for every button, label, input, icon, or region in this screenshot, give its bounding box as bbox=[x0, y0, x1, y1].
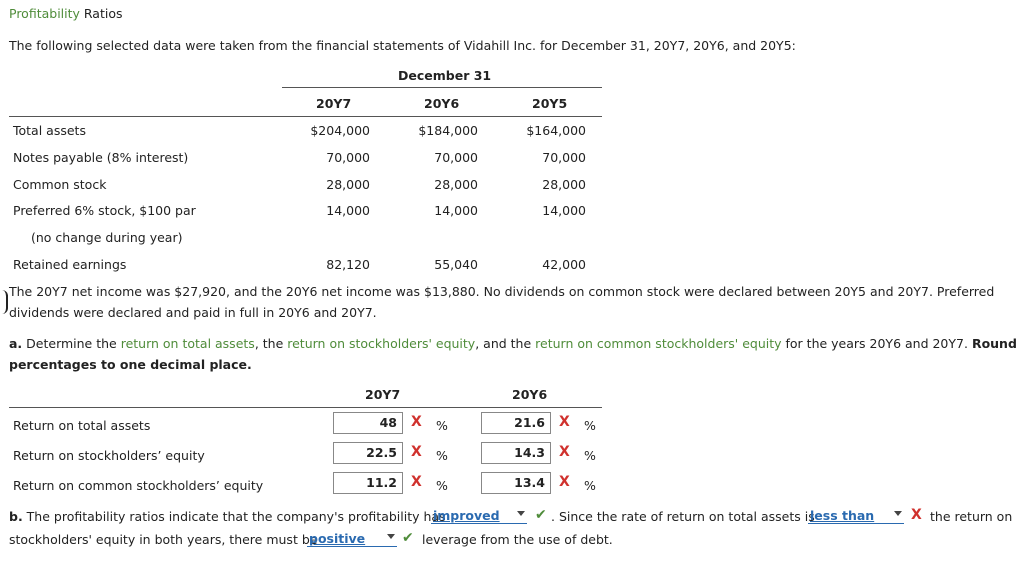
table1-cell: 82,120 bbox=[326, 257, 370, 272]
question-b-text: . Since the rate of return on total assets is bbox=[551, 509, 815, 524]
answer-input[interactable]: 21.6 bbox=[481, 412, 551, 434]
page-title bbox=[9, 6, 123, 21]
answer-input[interactable]: 13.4 bbox=[481, 472, 551, 494]
incorrect-icon: X bbox=[559, 414, 570, 430]
table1-cell: 14,000 bbox=[542, 203, 586, 218]
table2-row-label: Return on stockholders’ equity bbox=[13, 448, 205, 463]
table1-row-label: Notes payable (8% interest) bbox=[13, 150, 189, 165]
profitability-dropdown[interactable] bbox=[431, 508, 527, 524]
table2-row-label: Return on total assets bbox=[13, 418, 151, 433]
answer-input[interactable]: 11.2 bbox=[333, 472, 403, 494]
table1-cell: 28,000 bbox=[542, 177, 586, 192]
incorrect-icon: X bbox=[411, 444, 422, 460]
table1-cell: 70,000 bbox=[542, 150, 586, 165]
table2-header-rule bbox=[9, 407, 602, 408]
table1-cell: 70,000 bbox=[326, 150, 370, 165]
percent-label: % bbox=[436, 478, 448, 493]
link-return-on-stockholders-equity[interactable]: return on stockholders' equity bbox=[287, 336, 476, 351]
dropdown-value: positive bbox=[309, 531, 366, 546]
table1-cell: 28,000 bbox=[434, 177, 478, 192]
table1-cell: 14,000 bbox=[326, 203, 370, 218]
incorrect-icon: X bbox=[559, 474, 570, 490]
answer-input[interactable]: 48 bbox=[333, 412, 403, 434]
question-b-text: stockholders' equity in both years, there must be bbox=[9, 532, 318, 547]
table2-row-label: Return on common stockholders’ equity bbox=[13, 478, 264, 493]
table1-header-rule bbox=[9, 116, 602, 117]
title-text: Ratios bbox=[79, 6, 123, 21]
link-return-on-total-assets[interactable]: return on total assets bbox=[120, 336, 255, 351]
table2-year-20y7: 20Y7 bbox=[365, 387, 401, 402]
table2-year-20y6: 20Y6 bbox=[512, 387, 548, 402]
chevron-down-icon bbox=[387, 534, 395, 539]
table1-year-20y5: 20Y5 bbox=[532, 96, 568, 111]
table1-row-label: Retained earnings bbox=[13, 257, 127, 272]
intro-text: The following selected data were taken from the financial statements of Vidahill Inc. for December 31, 20Y7, 20Y6, and 20Y5: bbox=[9, 38, 796, 53]
percent-label: % bbox=[584, 448, 596, 463]
table1-cell: 42,000 bbox=[542, 257, 586, 272]
table1-cell: $164,000 bbox=[526, 123, 586, 138]
question-b-text: the return on bbox=[930, 509, 1013, 524]
title-link[interactable]: Profitability bbox=[9, 6, 80, 21]
question-a-text: , the bbox=[254, 336, 288, 351]
question-a bbox=[9, 334, 1019, 375]
incorrect-icon: X bbox=[911, 507, 922, 523]
note-text: The 20Y7 net income was $27,920, and the 20Y6 net income was $13,880. No dividends on common stock were declared between 20Y5 and 20Y7. Preferred dividends were declared and paid in full in 20Y6 and 20Y7. bbox=[9, 284, 995, 320]
margin-bracket bbox=[0, 290, 8, 314]
question-a-text: Determine the bbox=[22, 336, 121, 351]
chevron-down-icon bbox=[894, 511, 902, 516]
table1-cell: $204,000 bbox=[310, 123, 370, 138]
answer-input[interactable]: 14.3 bbox=[481, 442, 551, 464]
table1-group-rule bbox=[282, 87, 602, 88]
dropdown-value: less than bbox=[810, 508, 875, 523]
correct-icon: ✔ bbox=[402, 530, 414, 546]
question-b-text: leverage from the use of debt. bbox=[422, 532, 613, 547]
question-b-text: The profitability ratios indicate that the company's profitability has bbox=[22, 509, 446, 524]
percent-label: % bbox=[436, 448, 448, 463]
table1-cell: 70,000 bbox=[434, 150, 478, 165]
percent-label: % bbox=[584, 478, 596, 493]
question-a-text: , and the bbox=[475, 336, 536, 351]
incorrect-icon: X bbox=[559, 444, 570, 460]
chevron-down-icon bbox=[517, 511, 525, 516]
table1-year-20y7: 20Y7 bbox=[316, 96, 352, 111]
table1-group-header: December 31 bbox=[398, 68, 492, 83]
rate-comparison-dropdown[interactable] bbox=[808, 508, 904, 524]
incorrect-icon: X bbox=[411, 474, 422, 490]
dropdown-value: improved bbox=[433, 508, 500, 523]
question-b-line1 bbox=[9, 509, 446, 524]
question-b-prefix: b. bbox=[9, 509, 23, 524]
table1-cell: 55,040 bbox=[434, 257, 478, 272]
table1-year-20y6: 20Y6 bbox=[424, 96, 460, 111]
table1-cell: $184,000 bbox=[418, 123, 478, 138]
answer-input[interactable]: 22.5 bbox=[333, 442, 403, 464]
percent-label: % bbox=[584, 418, 596, 433]
correct-icon: ✔ bbox=[535, 507, 547, 523]
incorrect-icon: X bbox=[411, 414, 422, 430]
percent-label: % bbox=[436, 418, 448, 433]
table1-row-label: Preferred 6% stock, $100 par bbox=[13, 203, 196, 218]
table1-cell: 14,000 bbox=[434, 203, 478, 218]
table1-row-label: Common stock bbox=[13, 177, 107, 192]
table1-cell: 28,000 bbox=[326, 177, 370, 192]
leverage-dropdown[interactable] bbox=[307, 531, 397, 547]
link-return-on-common-stockholders-equity[interactable]: return on common stockholders' equity bbox=[535, 336, 782, 351]
table1-row-label: Total assets bbox=[13, 123, 86, 138]
table1-row-label: (no change during year) bbox=[31, 230, 183, 245]
question-a-text: for the years 20Y6 and 20Y7. bbox=[781, 336, 972, 351]
question-a-prefix: a. bbox=[9, 336, 23, 351]
question-a-rounding: Round percentages to one decimal place. bbox=[9, 336, 1017, 372]
